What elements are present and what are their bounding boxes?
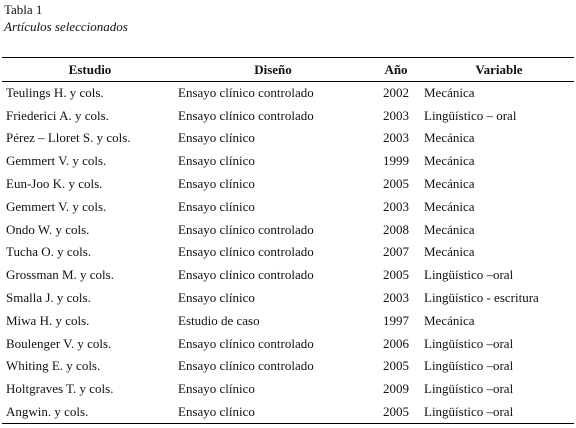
cell-anio: 2005 — [383, 267, 409, 283]
cell-estudio: Pérez – Lloret S. y cols. — [6, 130, 131, 146]
cell-anio: 2009 — [383, 381, 409, 397]
cell-diseno: Ensayo clínico controlado — [178, 107, 314, 123]
cell-diseno: Ensayo clínico — [178, 176, 255, 192]
cell-anio: 2005 — [383, 358, 409, 374]
cell-variable: Lingüístico –oral — [424, 335, 514, 351]
cell-diseno: Ensayo clínico controlado — [178, 358, 314, 374]
cell-anio: 2005 — [383, 176, 409, 192]
cell-diseno: Ensayo clínico controlado — [178, 85, 314, 101]
cell-variable: Mecánica — [424, 85, 475, 101]
cell-estudio: Holtgraves T. y cols. — [6, 381, 114, 397]
cell-anio: 2003 — [383, 198, 409, 214]
table-row — [2, 195, 574, 218]
table-row — [2, 401, 574, 424]
table-row — [2, 332, 574, 355]
cell-variable: Lingüístico – oral — [424, 107, 517, 123]
cell-estudio: Grossman M. y cols. — [6, 267, 114, 283]
cell-estudio: Angwin. y cols. — [2, 401, 178, 424]
table-row — [2, 287, 574, 310]
table-row — [2, 378, 574, 401]
cell-variable: Mecánica — [424, 153, 475, 169]
cell-variable: Lingüístico –oral — [424, 358, 514, 374]
cell-estudio: Boulenger V. y cols. — [6, 335, 112, 351]
header-row — [2, 58, 574, 82]
cell-diseno: Ensayo clínico — [178, 290, 255, 306]
cell-estudio: Friederici A. y cols. — [6, 107, 109, 123]
cell-diseno: Ensayo clínico — [178, 381, 255, 397]
cell-diseno: Ensayo clínico controlado — [178, 221, 314, 237]
cell-variable: Mecánica — [424, 221, 475, 237]
cell-variable: Lingüístico –oral — [424, 267, 514, 283]
table-body — [2, 82, 574, 424]
cell-anio: 2003 — [383, 107, 409, 123]
cell-anio: 2006 — [383, 335, 409, 351]
cell-anio: 2008 — [383, 221, 409, 237]
header-diseno: Diseño — [178, 58, 368, 82]
table-row — [2, 218, 574, 241]
cell-anio: 2007 — [383, 244, 409, 260]
cell-estudio: Miwa H. y cols. — [6, 312, 90, 328]
cell-estudio: Ondo W. y cols. — [6, 221, 90, 237]
table-title: Artículos seleccionados — [4, 19, 128, 34]
table-caption — [4, 1, 128, 35]
cell-variable: Mecánica — [424, 176, 475, 192]
table-row — [2, 173, 574, 196]
cell-variable: Mecánica — [424, 312, 475, 328]
cell-diseno: Ensayo clínico — [178, 401, 368, 424]
cell-variable: Mecánica — [424, 130, 475, 146]
cell-diseno: Estudio de caso — [178, 312, 260, 328]
cell-estudio: Eun-Joo K. y cols. — [6, 176, 103, 192]
cell-diseno: Ensayo clínico controlado — [178, 244, 314, 260]
cell-anio: 1999 — [383, 153, 409, 169]
table-row — [2, 104, 574, 127]
cell-estudio: Tucha O. y cols. — [6, 244, 92, 260]
cell-variable: Mecánica — [424, 244, 475, 260]
cell-diseno: Ensayo clínico — [178, 198, 255, 214]
table-row — [2, 309, 574, 332]
table-row — [2, 264, 574, 287]
table-row — [2, 150, 574, 173]
cell-anio: 2003 — [383, 290, 409, 306]
cell-anio: 1997 — [383, 312, 409, 328]
cell-estudio: Smalla J. y cols. — [6, 290, 91, 306]
cell-anio: 2005 — [368, 401, 424, 424]
cell-variable: Lingüístico –oral — [424, 401, 574, 424]
cell-diseno: Ensayo clínico controlado — [178, 267, 314, 283]
header-estudio: Estudio — [2, 58, 178, 82]
articles-table — [2, 57, 574, 424]
header-variable: Variable — [424, 58, 574, 82]
cell-variable: Mecánica — [424, 198, 475, 214]
table-label: Tabla 1 — [4, 2, 43, 17]
table-row — [2, 355, 574, 378]
cell-diseno: Ensayo clínico — [178, 130, 255, 146]
cell-anio: 2002 — [383, 85, 409, 101]
header-anio: Año — [368, 58, 424, 82]
cell-anio: 2003 — [383, 130, 409, 146]
cell-estudio: Gemmert V. y cols. — [6, 153, 107, 169]
table-header — [2, 58, 574, 82]
table-row — [2, 127, 574, 150]
cell-diseno: Ensayo clínico controlado — [178, 335, 314, 351]
cell-estudio: Gemmert V. y cols. — [6, 198, 107, 214]
cell-diseno: Ensayo clínico — [178, 153, 255, 169]
cell-variable: Lingüístico –oral — [424, 381, 514, 397]
table-row — [2, 82, 574, 105]
cell-estudio: Whiting E. y cols. — [6, 358, 101, 374]
cell-variable: Lingüístico - escritura — [424, 290, 539, 306]
cell-estudio: Teulings H. y cols. — [6, 85, 104, 101]
table-row — [2, 241, 574, 264]
